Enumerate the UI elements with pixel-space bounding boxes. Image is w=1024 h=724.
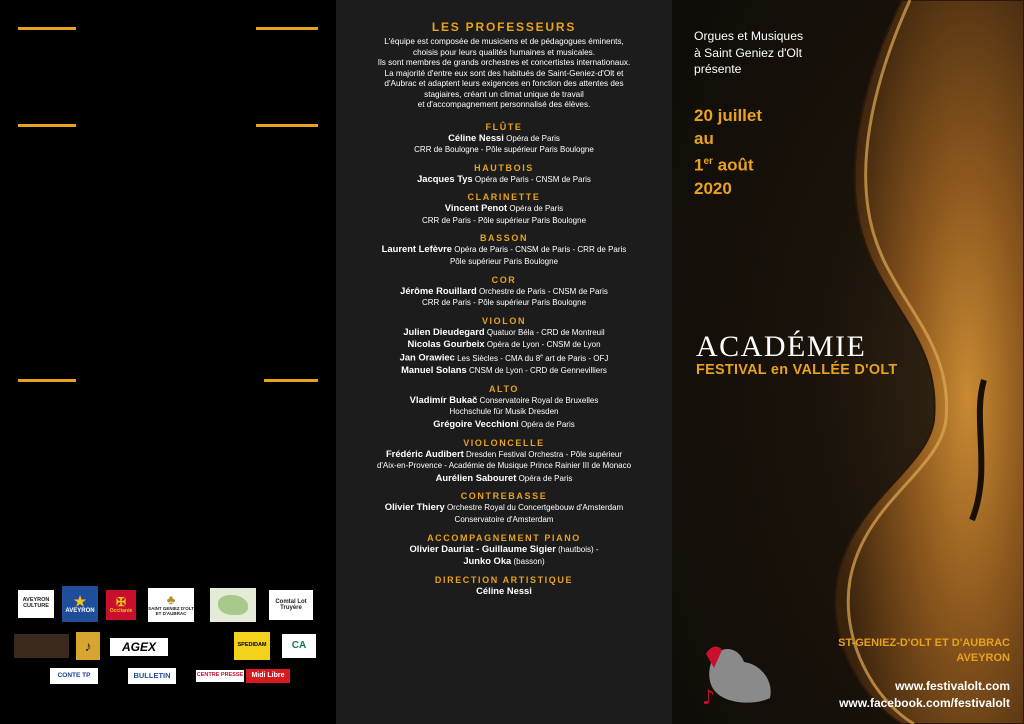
star-icon: ★	[73, 592, 87, 609]
teacher-entry: Vladimír Bukač Conservatoire Royal de Bruxelles	[409, 393, 599, 405]
svg-text:♪: ♪	[702, 685, 715, 706]
fold-mark	[18, 124, 76, 127]
logo-spedidam: SPEDIDAM	[234, 632, 270, 660]
website-link[interactable]: www.festivalolt.com	[895, 679, 1010, 693]
teacher-entry: Nicolas Gourbeix Opéra de Lyon - CNSM de Lyon	[407, 338, 601, 350]
section-title: LES PROFESSEURS	[431, 20, 577, 34]
facebook-link[interactable]: www.facebook.com/festivalolt	[839, 696, 1010, 710]
teacher-entry: Olivier Dauriat - Guillaume Sigier (hautbois) -	[409, 542, 599, 554]
teacher-entry: Grégoire Vecchioni Opéra de Paris	[433, 418, 575, 430]
logo-map	[210, 588, 256, 622]
logo-comtal: Comtal Lot Truyère	[269, 590, 313, 620]
logo-occitanie: ✠ Occitanie	[106, 590, 136, 620]
logo-aveyron-culture: AVEYRON CULTURE	[18, 590, 54, 618]
fold-mark	[264, 379, 318, 382]
academie-title: ACADÉMIE	[696, 330, 867, 363]
instrument-heading-basson: BASSON	[479, 233, 529, 244]
logo-saint-geniez: ♣ SAINT GENIEZ D'OLT ET D'AUBRAC	[148, 588, 194, 622]
cross-icon: ✠	[115, 595, 127, 610]
teacher-entry: Junko Oka (basson)	[463, 555, 545, 567]
festival-subtitle: FESTIVAL en VALLÉE D'OLT	[696, 362, 898, 378]
location: ST-GENIEZ-D'OLT ET D'AUBRAC AVEYRON	[838, 637, 1010, 664]
teacher-entry: Céline Nessi Opéra de Paris	[448, 131, 560, 143]
map-icon	[218, 595, 248, 615]
logo-centre-presse: CENTRE PRESSE	[196, 670, 244, 682]
instrument-icon: ♪	[84, 637, 92, 654]
logo-departement: ★ AVEYRON	[62, 586, 98, 622]
organizer: Orgues et Musiques à Saint Geniez d'Olt présente	[694, 29, 804, 76]
logo-agex: AGEX	[110, 638, 168, 656]
teacher-entry: Aurélien Sabouret Opéra de Paris	[435, 471, 573, 483]
fold-mark	[18, 27, 76, 30]
teachers-section: LES PROFESSEURS L'équipe est composée de musiciens et de pédagogues éminents, choisis pour leurs qualités humaines et musicales. Ils sont membres de grands orchestres et concertistes internationaux. La majorité d'entre eux sont des habitués de Saint-Geniez-d'Olt et d'Aubrac et adaptent leurs exigences en fonction des attentes des stagiaires, créant un climat unique de travail et d'accompagnement personnalisé des élèves. FLÛTE Céline Nessi Opéra de Paris CRR de Boulogne - Pôle supérieur Paris Boulogne HAUTBOIS Jacques Tys Opéra de Paris - CNSM de Paris CLARINETTE Vincent Penot Opéra de Paris CRR de Paris - Pôle supérieur Paris Boulogne BASSON Laurent Lefèvre Opéra de Paris - CNSM de Paris - CRR de Paris Pôle supérieur Paris Boulogne COR Jérôme Rouillard Orchestre de Paris - CNSM de Paris CRR de Paris - Pôle supérieur Paris Boulogne VIOLON Julien Dieudegard Quatuor Béla - CRD de Montreuil Nicolas Gourbeix Opéra de Lyon - CNSM de Lyon Jan Orawiec Les Siècles - CMA du 8e art de Paris - OFJ Manuel Solans CNSM de Lyon - CRD de Gennevilliers ALTO Vladimír Bukač Conservatoire Royal de Bruxelles Hochschule für Musik Dresden Grégoire Vecchioni Opéra de Paris VIOLONCELLE Frédéric Audibert Dresden Festival Orchestra - Pôle supérieur d'Aix-en-Provence - Académie de Musique Prince Rainier III de Monaco Aurélien Sabouret Opéra de Paris CONTREBASSE Olivier Thiery Orchestre Royal du Concertgebouw d'Amsterdam Conservatoire d'Amsterdam ACCOMPAGNEMENT PIANO Olivier Dauriat - Guillaume Sigier (hautbois) - Junko Oka (basson) DIRECTION ARTISTIQUE Céline Nessi	[336, 20, 672, 597]
web-links	[839, 678, 1010, 712]
instrument-heading-piano: ACCOMPAGNEMENT PIANO	[427, 532, 581, 543]
teacher-entry: Jérôme Rouillard Orchestre de Paris - CNSM de Paris	[400, 284, 608, 296]
instrument-heading-contrebasse: CONTREBASSE	[460, 491, 548, 502]
fold-mark	[256, 124, 318, 127]
instrument-heading-alto: ALTO	[488, 383, 520, 394]
bird-logo-icon	[700, 640, 778, 706]
teacher-entry: Julien Dieudegard Quatuor Béla - CRD de Montreuil	[403, 325, 605, 337]
logo-credit-agricole: CA	[282, 634, 316, 658]
logo-conte: CONTE TP	[50, 668, 98, 684]
middle-panel	[336, 0, 672, 724]
fold-mark	[256, 27, 318, 30]
logo-midi-libre: Midi Libre	[246, 669, 290, 683]
teacher-entry: Céline Nessi	[476, 584, 532, 596]
tree-icon: ♣	[166, 592, 176, 608]
right-panel	[672, 0, 1024, 724]
instrument-heading-flute: FLÛTE	[485, 121, 523, 132]
instrument-heading-cor: COR	[491, 274, 517, 285]
logo-bulletin: BULLETIN	[128, 668, 176, 684]
left-panel	[0, 0, 336, 724]
festival-dates: 20 juillet au 1er août 2020	[694, 106, 763, 198]
teacher-entry: Laurent Lefèvre Opéra de Paris - CNSM de Paris - CRR de Paris	[381, 243, 627, 255]
sponsor-logos	[14, 582, 324, 692]
logo-bass	[76, 632, 100, 660]
teacher-entry: Manuel Solans CNSM de Lyon - CRD de Gennevilliers	[401, 364, 607, 376]
logo-brown	[14, 634, 69, 658]
teacher-entry: Olivier Thiery Orchestre Royal du Concertgebouw d'Amsterdam	[384, 501, 624, 513]
instrument-heading-clarinette: CLARINETTE	[467, 192, 541, 203]
teacher-entry: Jacques Tys Opéra de Paris - CNSM de Paris	[417, 172, 591, 184]
teacher-entry: Vincent Penot Opéra de Paris	[444, 202, 564, 214]
instrument-heading-hautbois: HAUTBOIS	[474, 162, 534, 173]
teacher-entry: Jan Orawiec Les Siècles - CMA du 8e art de Paris - OFJ	[399, 351, 609, 363]
teacher-entry: Frédéric Audibert Dresden Festival Orchestra - Pôle supérieur	[385, 447, 623, 459]
instrument-heading-direction: DIRECTION ARTISTIQUE	[434, 574, 574, 585]
fold-mark	[18, 379, 76, 382]
instrument-heading-violoncelle: VIOLONCELLE	[463, 437, 545, 448]
instrument-heading-violon: VIOLON	[481, 315, 527, 326]
intro-text: L'équipe est composée de musiciens et de pédagogues éminents, choisis pour leurs qualités humaines et musicales. Ils sont membres de grands orchestres et concertistes internationaux. La majorité d'entre eux sont des habitués de Saint-Geniez-d'Olt et d'Aubrac et adaptent leurs exigences en fonction des attentes des stagiaires, créant un climat unique de travail et d'accompagnement personnalisé des élèves.	[377, 37, 631, 109]
